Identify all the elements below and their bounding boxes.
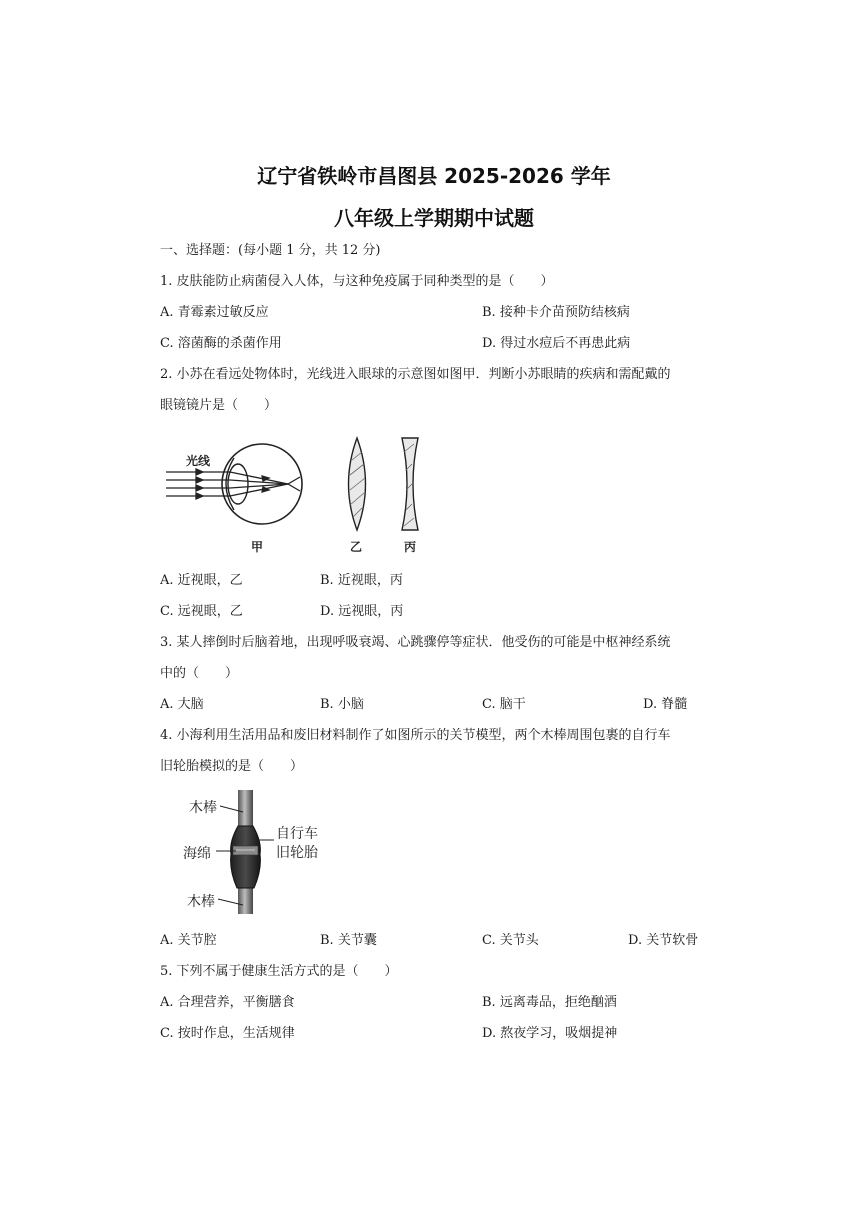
question-2-stem-line2: 眼镜镜片是（ ） [160,398,278,413]
question-3-option-b[interactable]: B. 小脑 [320,697,364,712]
label-lower-stick: 木棒 [187,894,215,910]
question-4-option-c[interactable]: C. 关节头 [482,933,539,948]
figure-caption-bing: 丙 [404,540,417,554]
question-5-option-d[interactable]: D. 熬夜学习，吸烟提神 [482,1026,618,1041]
question-1-option-c[interactable]: C. 溶菌酶的杀菌作用 [160,336,282,351]
section-heading: 一、选择题：(每小题 1 分，共 12 分) [160,243,381,258]
question-5-stem: 5. 下列不属于健康生活方式的是（ ） [160,964,398,979]
figure-caption-yi: 乙 [350,540,363,554]
light-label: 光线 [186,454,211,468]
label-upper-stick: 木棒 [189,800,217,816]
question-3-option-d[interactable]: D. 脊髓 [643,697,688,712]
question-2-option-a[interactable]: A. 近视眼，乙 [160,573,243,588]
question-4-option-a[interactable]: A. 关节腔 [160,933,217,948]
question-1-option-b[interactable]: B. 接种卡介苗预防结核病 [482,305,630,320]
question-3-stem-line2: 中的（ ） [160,666,239,681]
tire-wrap-shape [231,826,261,888]
label-bike-tire-line2: 旧轮胎 [276,845,318,861]
question-1-stem: 1. 皮肤能防止病菌侵入人体，与这种免疫属于同种类型的是（ ） [160,274,554,289]
question-1-option-d[interactable]: D. 得过水痘后不再患此病 [482,336,631,351]
question-3-stem-line1: 3. 某人摔倒时后脑着地，出现呼吸衰竭、心跳骤停等症状．他受伤的可能是中枢神经系统 [160,635,671,650]
question-5-option-b[interactable]: B. 远离毒品，拒绝酗酒 [482,995,617,1010]
page-title: 辽宁省铁岭市昌图县 2025-2026 学年 [257,164,611,188]
label-bike-tire-line1: 自行车 [276,826,318,842]
figure-caption-jia: 甲 [251,540,264,554]
question-2-stem-line1: 2. 小苏在看远处物体时，光线进入眼球的示意图如图甲．判断小苏眼睛的疾病和需配戴的 [160,367,671,382]
question-5-option-a[interactable]: A. 合理营养，平衡膳食 [160,995,295,1010]
question-4-stem-line1: 4. 小海利用生活用品和废旧材料制作了如图所示的关节模型，两个木棒周围包裹的自行车 [160,728,671,743]
page-subtitle: 八年级上学期期中试题 [334,206,534,230]
question-4-option-b[interactable]: B. 关节囊 [320,933,377,948]
question-2-option-d[interactable]: D. 远视眼，丙 [320,604,404,619]
question-5-option-c[interactable]: C. 按时作息，生活规律 [160,1026,295,1041]
sponge-shape [233,846,258,855]
question-4-stem-line2: 旧轮胎模拟的是（ ） [160,759,304,774]
question-3-option-c[interactable]: C. 脑干 [482,697,526,712]
question-3-option-a[interactable]: A. 大脑 [160,697,204,712]
question-2-option-b[interactable]: B. 近视眼，丙 [320,573,403,588]
question-4-option-d[interactable]: D. 关节软骨 [628,933,699,948]
question-1-option-a[interactable]: A. 青霉素过敏反应 [160,305,269,320]
question-2-option-c[interactable]: C. 远视眼，乙 [160,604,243,619]
label-sponge: 海绵 [183,846,211,862]
